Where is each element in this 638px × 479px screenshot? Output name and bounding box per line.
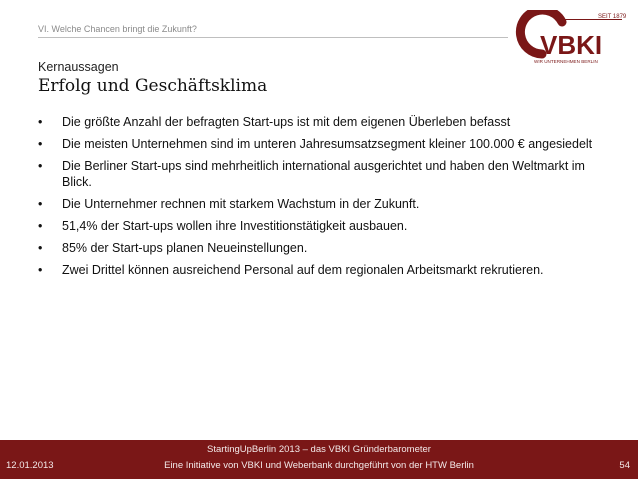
vbki-logo-graphic bbox=[512, 10, 632, 68]
key-findings-list bbox=[38, 114, 598, 284]
slide-title: Erfolg und Geschäftsklima bbox=[38, 76, 268, 96]
chapter-heading: VI. Welche Chancen bringt die Zukunft? bbox=[38, 24, 197, 34]
page-number: 54 bbox=[619, 460, 630, 471]
footer-credits: Eine Initiative von VBKI und Weberbank durchgeführt von der HTW Berlin bbox=[164, 460, 474, 471]
list-item-text: 51,4% der Start-ups wollen ihre Investitionstätigkeit ausbauen. bbox=[62, 219, 408, 233]
bullet-icon: • bbox=[38, 197, 43, 211]
list-item-text: Die Berliner Start-ups sind mehrheitlich international ausgerichtet und haben den Weltmarkt im Blick. bbox=[62, 159, 585, 189]
list-item bbox=[38, 114, 598, 130]
list-item bbox=[38, 240, 598, 256]
list-item bbox=[38, 196, 598, 212]
list-item bbox=[38, 136, 598, 152]
slide-subtitle: Kernaussagen bbox=[38, 60, 119, 74]
header-divider bbox=[38, 37, 508, 38]
bullet-icon: • bbox=[38, 137, 43, 151]
logo-name: VBKI bbox=[540, 30, 603, 60]
footer-title: StartingUpBerlin 2013 – das VBKI Gründerbarometer bbox=[207, 444, 431, 455]
footer-date: 12.01.2013 bbox=[6, 460, 54, 471]
bullet-icon: • bbox=[38, 219, 43, 233]
logo-since: SEIT 1879 bbox=[598, 14, 627, 20]
list-item-text: Die meisten Unternehmen sind im unteren Jahresumsatzsegment kleiner 100.000 € angesiedelt bbox=[62, 137, 593, 151]
list-item-text: Zwei Drittel können ausreichend Personal auf dem regionalen Arbeitsmarkt rekrutieren. bbox=[62, 263, 544, 277]
list-item-text: Die Unternehmer rechnen mit starkem Wachstum in der Zukunft. bbox=[62, 197, 420, 211]
bullet-icon: • bbox=[38, 159, 43, 173]
list-item-text: 85% der Start-ups planen Neueinstellungen. bbox=[62, 241, 308, 255]
list-item-text: Die größte Anzahl der befragten Start-ups ist mit dem eigenen Überleben befasst bbox=[62, 115, 511, 129]
vbki-logo bbox=[512, 10, 632, 68]
list-item bbox=[38, 158, 598, 190]
bullet-icon: • bbox=[38, 241, 43, 255]
footer-bar bbox=[0, 440, 638, 479]
bullet-icon: • bbox=[38, 263, 43, 277]
list-item bbox=[38, 218, 598, 234]
list-item bbox=[38, 262, 598, 278]
logo-tagline: WIR UNTERNEHMEN BERLIN bbox=[534, 59, 598, 64]
bullet-icon: • bbox=[38, 115, 43, 129]
